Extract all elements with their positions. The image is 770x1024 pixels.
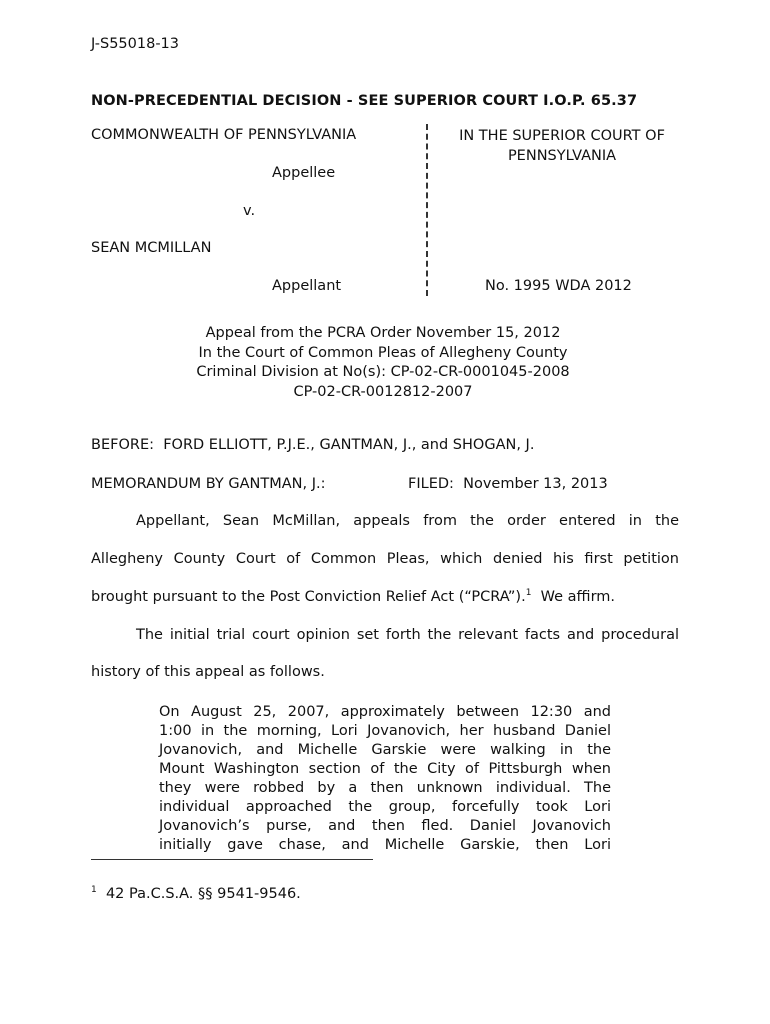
- quote-line: Mount Washington section of the City of Pittsburgh when: [159, 761, 611, 777]
- footnote-ref[interactable]: 1: [525, 588, 532, 599]
- para2-line1: The initial trial court opinion set forth the relevant facts and procedural: [136, 627, 679, 643]
- caption-defendant: SEAN MCMILLAN: [91, 240, 212, 256]
- quote-line: On August 25, 2007, approximately between 12:30 and: [159, 704, 611, 720]
- appeal-info: [91, 324, 675, 402]
- footnote-marker: 1: [91, 885, 97, 896]
- panel-before: BEFORE: FORD ELLIOTT, P.J.E., GANTMAN, J., and SHOGAN, J.: [91, 437, 535, 453]
- caption-defendant-role: Appellant: [272, 278, 342, 294]
- footnote: [91, 886, 301, 902]
- caption-separator: [426, 124, 428, 296]
- appeal-line-3: Criminal Division at No(s): CP-02-CR-0001045-2008: [196, 364, 570, 380]
- para1-line3-end: We affirm.: [540, 589, 616, 605]
- para1-line2: Allegheny County Court of Common Pleas, which denied his first petition: [91, 551, 679, 567]
- caption-court: [440, 127, 684, 166]
- caption-court-line1: IN THE SUPERIOR COURT OF: [459, 128, 665, 144]
- filed-date: FILED: November 13, 2013: [408, 476, 608, 492]
- footnote-divider: [91, 859, 373, 860]
- caption-court-line2: PENNSYLVANIA: [507, 147, 617, 164]
- block-quote: [159, 703, 611, 855]
- memorandum-author: MEMORANDUM BY GANTMAN, J.:: [91, 476, 326, 492]
- quote-line: individual approached the group, forcefully took Lori: [159, 799, 611, 815]
- caption-plaintiff: COMMONWEALTH OF PENNSYLVANIA: [91, 127, 357, 143]
- quote-line: initially gave chase, and Michelle Garskie, then Lori: [159, 837, 611, 853]
- quote-line: Jovanovich’s purse, and then fled. Daniel Jovanovich: [159, 818, 611, 834]
- appeal-line-2: In the Court of Common Pleas of Allegheny County: [198, 344, 568, 361]
- quote-line: Jovanovich, and Michelle Garskie were walking in the: [159, 742, 611, 758]
- footnote-text: 42 Pa.C.S.A. §§ 9541-9546.: [105, 886, 301, 902]
- quote-line: they were robbed by a then unknown individual. The: [159, 780, 611, 796]
- quote-line: 1:00 in the morning, Lori Jovanovich, her husband Daniel: [159, 723, 611, 739]
- non-precedential-notice: NON-PRECEDENTIAL DECISION - SEE SUPERIOR COURT I.O.P. 65.37: [91, 93, 638, 109]
- caption-plaintiff-role: Appellee: [272, 165, 336, 181]
- para1-line1: Appellant, Sean McMillan, appeals from the order entered in the: [136, 513, 679, 529]
- caption-case-number: No. 1995 WDA 2012: [485, 278, 632, 294]
- para1-line3: [91, 589, 615, 605]
- docket-number: J-S55018-13: [91, 36, 180, 52]
- caption-versus: v.: [243, 203, 256, 219]
- appeal-line-1: Appeal from the PCRA Order November 15, 2012: [205, 325, 561, 341]
- appeal-line-4: CP-02-CR-0012812-2007: [293, 383, 473, 400]
- para1-line3-text: brought pursuant to the Post Conviction Relief Act (“PCRA”).: [91, 589, 526, 605]
- para2-line2: history of this appeal as follows.: [91, 664, 325, 680]
